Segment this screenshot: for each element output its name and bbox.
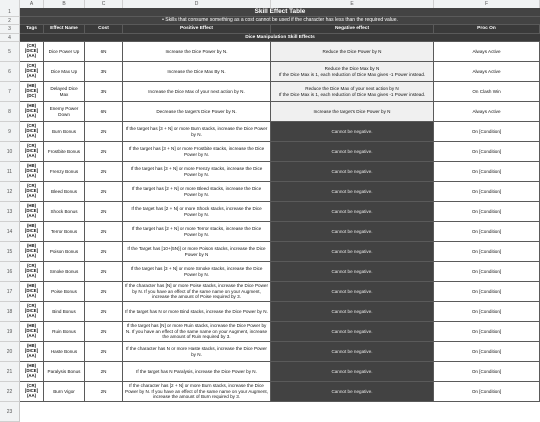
row-number[interactable]: 14 (0, 222, 20, 242)
cost-cell[interactable]: 2N (85, 162, 123, 182)
proc-on-cell[interactable]: On [Condition] (434, 342, 540, 362)
positive-effect-cell[interactable]: Increase the Dice Max By N. (123, 62, 271, 82)
table-subtitle[interactable]: • Skills that consume something as a cost cannot be used if the character has less than the required value. (20, 17, 540, 25)
positive-effect-cell[interactable]: If the target has [3 + N] or more Frenzy stacks, increase the Dice Power by N. (123, 162, 271, 182)
negative-effect-cell[interactable]: Cannot be negative. (271, 242, 434, 262)
proc-on-cell[interactable]: On [Condition] (434, 202, 540, 222)
cost-cell[interactable]: 2N (85, 302, 123, 322)
proc-on-cell[interactable]: On [Condition] (434, 362, 540, 382)
row-number[interactable]: 2 (0, 17, 20, 25)
effect-name-cell[interactable]: Paralysis Bonus (44, 362, 85, 382)
table-row (20, 142, 540, 162)
effect-name-cell[interactable]: Bleed Bonus (44, 182, 85, 202)
effect-name-cell[interactable]: Burn Bonus (44, 122, 85, 142)
negative-effect-cell[interactable]: Reduce the Dice Max of your next action by N If the Dice Max is 1, each reduction of Dice Max gives -1 Power instead. (271, 82, 434, 102)
proc-on-cell[interactable]: On [Condition] (434, 302, 540, 322)
cost-cell[interactable]: 2N (85, 142, 123, 162)
row-number[interactable]: 12 (0, 182, 20, 202)
row-number[interactable]: 16 (0, 262, 20, 282)
positive-effect-cell[interactable]: If the target has [N] or more Ruin stacks, increase the Dice Power by N. If you have an effect of the same name on your Augment, increase the amount of Ruin required by 3. (123, 322, 271, 342)
negative-effect-cell[interactable]: Cannot be negative. (271, 262, 434, 282)
table-row (20, 82, 540, 102)
cost-cell[interactable]: 3N (85, 82, 123, 102)
negative-effect-cell[interactable]: Reduce the Dice Max by N If the Dice Max is 1, each reduction of Dice Max gives -1 Power instead. (271, 62, 434, 82)
positive-effect-cell[interactable]: If the target has N Paralysis, increase the Dice Power by N. (123, 362, 271, 382)
negative-effect-cell[interactable]: Cannot be negative. (271, 302, 434, 322)
row-number-gutter (0, 8, 20, 422)
skill-effect-table (20, 8, 540, 402)
effect-name-cell[interactable]: Shock Bonus (44, 202, 85, 222)
table-row (20, 322, 540, 342)
proc-on-cell[interactable]: On [Condition] (434, 182, 540, 202)
tags-cell[interactable]: (HB) [DICE] (AA) (20, 242, 44, 262)
section-row (20, 34, 540, 42)
effect-name-cell[interactable]: Poison Bonus (44, 242, 85, 262)
positive-effect-cell[interactable]: If the target has [3 + N] or more Burn stacks, increase the Dice Power by N. (123, 122, 271, 142)
column-header-a[interactable]: A (20, 0, 44, 8)
effect-name-cell[interactable]: Frenzy Bonus (44, 162, 85, 182)
cost-cell[interactable]: 2N (85, 242, 123, 262)
positive-effect-cell[interactable]: Increase the Dice Power by N. (123, 42, 271, 62)
row-number[interactable]: 20 (0, 342, 20, 362)
tags-cell[interactable]: (HB) [DICE] (AA) (20, 222, 44, 242)
cost-cell[interactable]: 2N (85, 202, 123, 222)
proc-on-cell[interactable]: On [Condition] (434, 382, 540, 402)
positive-effect-cell[interactable]: If the target has [2 + N] or more Shock stacks, increase the Dice Power by N. (123, 202, 271, 222)
tags-cell[interactable]: (CR) [DICE] (AA) (20, 142, 44, 162)
negative-effect-cell[interactable]: Cannot be negative. (271, 182, 434, 202)
negative-effect-cell[interactable]: Cannot be negative. (271, 162, 434, 182)
tags-cell[interactable]: (HB) [DICE] (AA) (20, 362, 44, 382)
effect-name-cell[interactable]: Smoke Bonus (44, 262, 85, 282)
negative-effect-cell[interactable]: Cannot be negative. (271, 322, 434, 342)
row-number[interactable]: 10 (0, 142, 20, 162)
effect-name-cell[interactable]: Bind Bonus (44, 302, 85, 322)
cost-cell[interactable]: 6N (85, 102, 123, 122)
header-row (20, 25, 540, 34)
tags-cell[interactable]: (HB) [DICE] (DC) (20, 82, 44, 102)
positive-effect-cell[interactable]: Decrease the target's Dice Power by N. (123, 102, 271, 122)
table-row (20, 122, 540, 142)
cost-cell[interactable]: 2N (85, 322, 123, 342)
table-row (20, 242, 540, 262)
column-header-f[interactable]: F (434, 0, 540, 8)
effect-name-cell[interactable]: Burn Vigor (44, 382, 85, 402)
row-number[interactable]: 13 (0, 202, 20, 222)
tags-cell[interactable]: (CR) [DICE] (AA) (20, 382, 44, 402)
proc-on-cell[interactable]: On [Condition] (434, 322, 540, 342)
table-row (20, 162, 540, 182)
effect-name-cell[interactable]: Poise Bonus (44, 282, 85, 302)
table-row (20, 202, 540, 222)
column-header-d[interactable]: D (123, 0, 271, 8)
effect-name-cell[interactable]: Dice Max Up (44, 62, 85, 82)
negative-effect-cell[interactable]: Cannot be negative. (271, 362, 434, 382)
table-row (20, 362, 540, 382)
table-row (20, 182, 540, 202)
positive-effect-cell[interactable]: Increase the Dice Max of your next action by N. (123, 82, 271, 102)
positive-effect-cell[interactable]: If the target has [3 + N] or more Smoke stacks, increase the Dice Power by N. (123, 262, 271, 282)
row-number[interactable]: 23 (0, 402, 20, 422)
column-header-b[interactable]: B (44, 0, 85, 8)
negative-effect-cell[interactable]: Cannot be negative. (271, 222, 434, 242)
tags-cell[interactable]: (HB) [DICE] (AA) (20, 282, 44, 302)
header-negative-effect[interactable]: Negative effect (271, 25, 434, 34)
table-row (20, 342, 540, 362)
positive-effect-cell[interactable]: If the target has [2 + N] or more Bleed stacks, increase the Dice Power by N. (123, 182, 271, 202)
section-title[interactable]: Dice Manipulation Skill Effects (20, 34, 540, 42)
positive-effect-cell[interactable]: If the target has [2 + N] or more Terror stacks, increase the Dice Power by N. (123, 222, 271, 242)
negative-effect-cell[interactable]: Cannot be negative. (271, 382, 434, 402)
negative-effect-cell[interactable]: Cannot be negative. (271, 342, 434, 362)
table-row (20, 262, 540, 282)
row-number[interactable]: 6 (0, 62, 20, 82)
proc-on-cell[interactable]: Always Active (434, 62, 540, 82)
proc-on-cell[interactable]: On [Condition] (434, 262, 540, 282)
row-number[interactable]: 19 (0, 322, 20, 342)
proc-on-cell[interactable]: On [Condition] (434, 122, 540, 142)
positive-effect-cell[interactable]: If the target has [3 + N] or more Frostbite stacks, increase the Dice Power by N. (123, 142, 271, 162)
negative-effect-cell[interactable]: Cannot be negative. (271, 202, 434, 222)
row-number[interactable]: 18 (0, 302, 20, 322)
positive-effect-cell[interactable]: If the character has N or more Haste stacks, increase the Dice Power by N. (123, 342, 271, 362)
row-number[interactable]: 9 (0, 122, 20, 142)
positive-effect-cell[interactable]: If the target has N or more Bind stacks, increase the Dice Power by N. (123, 302, 271, 322)
cost-cell[interactable]: 2N (85, 282, 123, 302)
table-row (20, 62, 540, 82)
effect-name-cell[interactable]: Enemy Power Down (44, 102, 85, 122)
table-row (20, 282, 540, 302)
header-cost[interactable]: Cost (85, 25, 123, 34)
effect-name-cell[interactable]: Delayed Dice Max (44, 82, 85, 102)
proc-on-cell[interactable]: Always Active (434, 102, 540, 122)
tags-cell[interactable]: (CR) [DICE] (AA) (20, 62, 44, 82)
cost-cell[interactable]: 2N (85, 362, 123, 382)
negative-effect-cell[interactable]: Increase the target's Dice Power by N (271, 102, 434, 122)
tags-cell[interactable]: (CR) [DICE] (AA) (20, 262, 44, 282)
cost-cell[interactable]: 2N (85, 262, 123, 282)
negative-effect-cell[interactable]: Cannot be negative. (271, 142, 434, 162)
subtitle-row (20, 17, 540, 25)
tags-cell[interactable]: (HB) [DICE] (AA) (20, 202, 44, 222)
effect-name-cell[interactable]: Frostbite Bonus (44, 142, 85, 162)
proc-on-cell[interactable]: On [Condition] (434, 242, 540, 262)
row-number[interactable]: 17 (0, 282, 20, 302)
row-number[interactable]: 4 (0, 34, 20, 42)
negative-effect-cell[interactable]: Cannot be negative. (271, 122, 434, 142)
proc-on-cell[interactable]: On [Condition] (434, 162, 540, 182)
title-row (20, 8, 540, 17)
cost-cell[interactable]: 3N (85, 62, 123, 82)
proc-on-cell[interactable]: On [Condition] (434, 222, 540, 242)
tags-cell[interactable]: (HB) [DICE] (AA) (20, 342, 44, 362)
cost-cell[interactable]: 2N (85, 382, 123, 402)
tags-cell[interactable]: (HB) [DICE] (AA) (20, 162, 44, 182)
table-title[interactable]: Skill Effect Table (20, 8, 540, 17)
row-number[interactable]: 5 (0, 42, 20, 62)
proc-on-cell[interactable]: Always Active (434, 42, 540, 62)
tags-cell[interactable]: (CR) [DICE] (AA) (20, 122, 44, 142)
row-number[interactable]: 11 (0, 162, 20, 182)
tags-cell[interactable]: (CR) [DICE] (AA) (20, 42, 44, 62)
effect-name-cell[interactable]: Haste Bonus (44, 342, 85, 362)
cost-cell[interactable]: 2N (85, 342, 123, 362)
effect-name-cell[interactable]: Ruin Bonus (44, 322, 85, 342)
row-number[interactable]: 8 (0, 102, 20, 122)
effect-name-cell[interactable]: Dice Power Up (44, 42, 85, 62)
select-all-corner[interactable] (0, 0, 20, 8)
header-positive-effect[interactable]: Positive Effect (123, 25, 271, 34)
proc-on-cell[interactable]: On [Condition] (434, 142, 540, 162)
table-row (20, 42, 540, 62)
positive-effect-cell[interactable]: If the character has [2 + N] or more Burn stacks, increase the Dice Power by N. If you have an effect of the same name on your Augment, increase the amount of Burn required by 3. (123, 382, 271, 402)
column-header-e[interactable]: E (271, 0, 434, 8)
row-number[interactable]: 7 (0, 82, 20, 102)
positive-effect-cell[interactable]: If the character has [N] or more Poise stacks, increase the Dice Power by N. If you have an effect of the same name on your Augment, increase the amount of Poise required by 3. (123, 282, 271, 302)
table-row (20, 302, 540, 322)
positive-effect-cell[interactable]: If the Target has [10+(5N)] or more Poison stacks, increase the Dice Power by N (123, 242, 271, 262)
row-number[interactable]: 3 (0, 25, 20, 34)
proc-on-cell[interactable]: On Clash Win (434, 82, 540, 102)
proc-on-cell[interactable]: On [Condition] (434, 282, 540, 302)
tags-cell[interactable]: (HB) [DICE] (AA) (20, 102, 44, 122)
tags-cell[interactable]: (CR) [DICE] (AA) (20, 182, 44, 202)
tags-cell[interactable]: (HB) [DICE] (AA) (20, 322, 44, 342)
table-row (20, 102, 540, 122)
row-number[interactable]: 22 (0, 382, 20, 402)
cost-cell[interactable]: 6N (85, 42, 123, 62)
table-row (20, 222, 540, 242)
tags-cell[interactable]: (CR) [DICE] (AA) (20, 302, 44, 322)
header-tags[interactable]: Tags (20, 25, 44, 34)
header-proc-on[interactable]: Proc On (434, 25, 540, 34)
column-header-c[interactable]: C (85, 0, 123, 8)
row-number[interactable]: 15 (0, 242, 20, 262)
negative-effect-cell[interactable]: Reduce the Dice Power by N (271, 42, 434, 62)
negative-effect-cell[interactable]: Cannot be negative. (271, 282, 434, 302)
table-row (20, 382, 540, 402)
header-effect-name[interactable]: Effect Name (44, 25, 85, 34)
row-number[interactable]: 21 (0, 362, 20, 382)
cost-cell[interactable]: 2N (85, 222, 123, 242)
row-number[interactable]: 1 (0, 8, 20, 17)
cost-cell[interactable]: 2N (85, 182, 123, 202)
effect-name-cell[interactable]: Terror Bonus (44, 222, 85, 242)
cost-cell[interactable]: 2N (85, 122, 123, 142)
